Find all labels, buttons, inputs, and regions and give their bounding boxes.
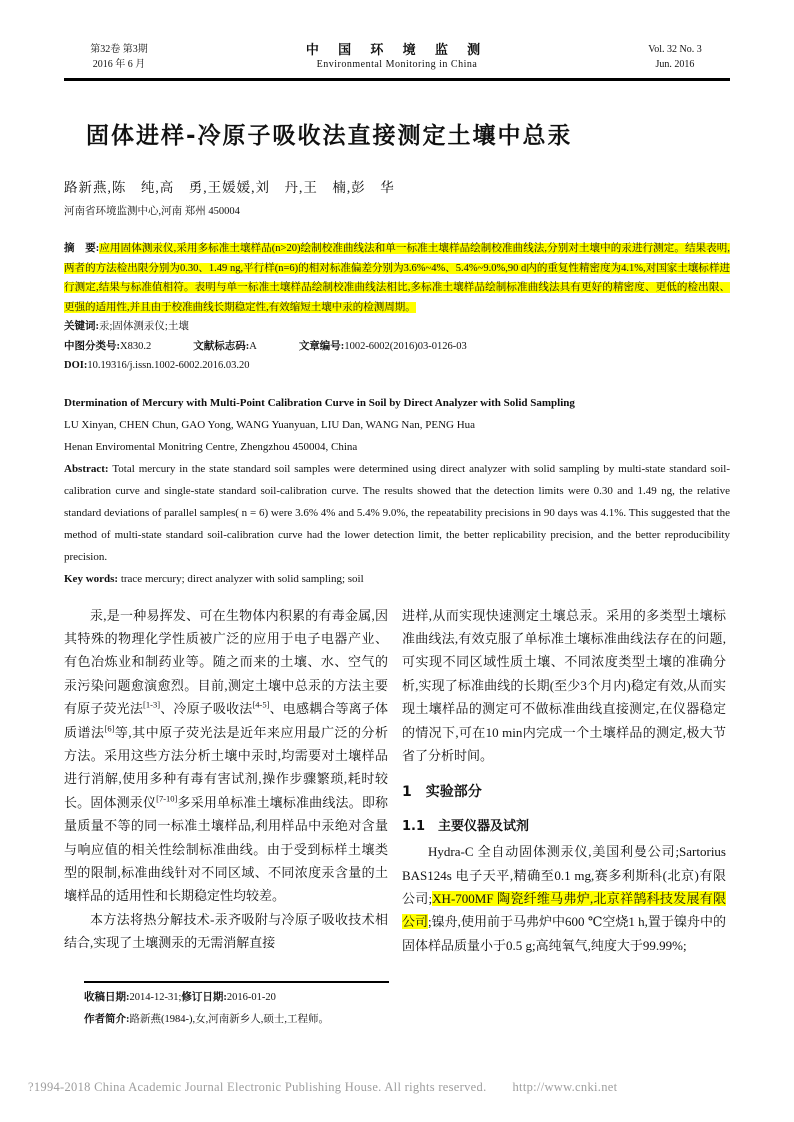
doi-value: 10.19316/j.issn.1002-6002.2016.03.20: [87, 360, 250, 371]
instruments-text: Hydra-C 全自动固体测汞仪,美国利曼公司;Sartorius BAS124s 电子天平,精确至0.1 mg,赛多利斯科(北京)有限公司;: [402, 844, 726, 906]
right-column: [402, 604, 726, 958]
bio-label: 作者简介:: [84, 1014, 130, 1025]
body-columns: [64, 604, 730, 958]
volume-issue-cn: 第32卷 第3期: [90, 44, 148, 55]
english-keywords-label: Key words:: [64, 572, 119, 585]
english-abstract-text: Total mercury in the state standard soil samples were determined using direct analyzer with solid sampling by multi-state standard soil-calibration curve and single-state standard soil-calibration curve. The results showed that the detection limits were 0.30 and 1.49 ng, the relative standard deviations of parallel samples( n = 6) were 3.6% 4% and 5.4% 9.0%, the repeatability precisions in 90 days was 4.1%. This suggested that the method of multi-state standard soil-calibration curve had the lower detection limit, the better replicability precision, and the better reproducibility precision.: [64, 462, 730, 563]
subsection-heading-instruments: 1.1 主要仪器及试剂: [402, 818, 530, 834]
section-heading-experiment: 1 实验部分: [402, 784, 482, 801]
intro-text: 、冷原子吸收法: [160, 701, 253, 717]
citation-ref: [1-3]: [143, 699, 161, 710]
footnote-divider: [84, 981, 389, 983]
journal-name-en: Environmental Monitoring in China: [316, 59, 478, 70]
english-keywords-value: trace mercury; direct analyzer with solid sampling; soil: [120, 572, 364, 585]
received-label: 收稿日期:: [84, 992, 130, 1003]
revised-label: 修订日期:: [181, 992, 227, 1003]
article-id-label: 文章编号:: [298, 340, 345, 352]
keywords-label: 关键词:: [64, 321, 99, 332]
english-abstract: [64, 458, 730, 568]
intro-text: 等,其中原子荧光法是近年来应用最广泛的分析方法。采用这些方法分析土壤中汞时,均需要对土壤样品进行消解,使用多种有毒有害试剂,操作步骤繁琐,耗时较长。固体测汞仪: [64, 724, 388, 810]
journal-header: [64, 42, 730, 72]
date-en: Jun. 2016: [655, 59, 695, 70]
clc-label: 中图分类号:: [64, 340, 120, 352]
journal-name-cn: 中 国 环 境 监 测: [305, 42, 489, 57]
english-abstract-label: Abstract:: [64, 462, 109, 475]
english-keywords-line: [64, 568, 730, 590]
doc-code-value: A: [249, 340, 257, 352]
received-value: 2014-12-31;: [129, 992, 182, 1003]
author-bio-line: [84, 1009, 704, 1031]
english-section: [64, 392, 730, 590]
header-vol-no: [620, 42, 730, 72]
instruments-paragraph: [402, 840, 726, 957]
instruments-text: ;镍舟,使用前于马弗炉中600 ℃空烧1 h,置于镍舟中的固体样品质量小于0.5 g;高纯氧气,纯度大于99.99%;: [402, 914, 726, 953]
bio-value: 路新燕(1984-),女,河南新乡人,硕士,工程师。: [129, 1014, 329, 1025]
volume-issue-en: Vol. 32 No. 3: [648, 44, 702, 55]
cnki-watermark: [28, 1080, 617, 1095]
intro-continued-paragraph: 进样,从而实现快速测定土壤总汞。采用的多类型土壤标准曲线法,有效克服了单标准土壤标准曲线法存在的问题,可实现不同区域性质土壤、不同浓度类型土壤的准确分析,实现了标准曲线的长期(至少3个月内)稳定有效,从而实现土壤样品的测定可不做标准曲线直接测定,在仪器稳定的情况下,可在10 min内完成一个土壤样品的测定,极大节省了分析时间。: [402, 607, 726, 763]
doc-code-label: 文献标志码:: [193, 340, 250, 352]
affiliation: 河南省环境监测中心,河南 郑州 450004: [64, 206, 240, 217]
abstract-label: 摘 要:: [64, 243, 100, 254]
clc-value: X830.2: [120, 340, 152, 352]
keywords-value: 汞;固体测汞仪;土壤: [99, 321, 189, 332]
left-column: [64, 604, 388, 958]
classification-line: [64, 337, 730, 357]
abstract-cn: [64, 239, 730, 317]
citation-ref: [4-5]: [252, 699, 270, 710]
dates-line: [84, 987, 704, 1009]
article-title: 固体进样-冷原子吸收法直接测定土壤中总汞: [86, 123, 573, 149]
header-volume-issue: [64, 42, 174, 72]
citation-ref: [6]: [104, 723, 115, 734]
doi-line: [64, 356, 730, 376]
english-title: Dtermination of Mercury with Multi-Point Calibration Curve in Soil by Direct Analyzer with Solid Sampling: [64, 396, 575, 409]
intro-text: 、电感耦合等离子体质谱法: [64, 701, 388, 740]
english-authors: LU Xinyan, CHEN Chun, GAO Yong, WANG Yuanyuan, LIU Dan, WANG Nan, PENG Hua: [64, 418, 476, 431]
author-list: 路新燕,陈 纯,高 勇,王媛媛,刘 丹,王 楠,彭 华: [64, 180, 395, 195]
instruments-text-highlighted: XH-700MF 陶瓷纤维马弗炉,北京祥鹄科技发展有限公司: [402, 890, 726, 930]
keywords-line: [64, 317, 730, 337]
abstract-text-highlighted: 应用固体测汞仪,采用多标准土壤样品(n>20)绘制校准曲线法和单一标准土壤样品绘制校准曲线法,分别对土壤中的汞进行测定。结果表明,两者的方法检出限分别为0.30、1.49 ng,平行样(n=6)的相对标准偏差分别为3.6%~4%、5.4%~9.0%,90 d内的重复性精密度为4.1%,对国家土壤标样进行测定,结果与标准值相符。表明与单一标准土壤样品绘制校准曲线法相比,多标准土壤样品绘制标准曲线法具有更好的精密度、更低的检出限、更强的适用性,并且由于校准曲线长期稳定性,有效缩短土壤中汞的检测周期。: [64, 243, 730, 313]
header-divider: [64, 78, 730, 81]
date-cn: 2016 年 6 月: [92, 59, 146, 70]
intro-paragraph: [64, 604, 388, 908]
doi-label: DOI:: [64, 360, 88, 371]
intro-text: 多采用单标准土壤标准曲线法。即称量质量不等的同一标准土壤样品,利用样品中汞绝对含量与响应值的相关性绘制标准曲线。由于受到标样土壤类型的限制,标准曲线针对不同区域、不同浓度汞含量的土壤样品的适用性和长期稳定性均较差。: [64, 794, 388, 904]
method-overview-paragraph: 本方法将热分解技术-汞齐吸附与冷原子吸收技术相结合,实现了土壤测汞的无需消解直接: [64, 911, 388, 951]
cnki-url: http://www.cnki.net: [512, 1080, 618, 1094]
citation-ref: [7-10]: [156, 793, 178, 804]
intro-text: 汞,是一种易挥发、可在生物体内积累的有毒金属,因其特殊的物理化学性质被广泛的应用于电子电器产业、有色冶炼业和制药业等。随之而来的土壤、水、空气的汞污染问题愈演愈烈。目前,测定土壤中总汞的方法主要有原子荧光法: [64, 607, 388, 717]
article-id-value: 1002-6002(2016)03-0126-03: [344, 340, 467, 352]
copyright-text: ?1994-2018 China Academic Journal Electronic Publishing House. All rights reserved.: [28, 1080, 487, 1094]
journal-name: [306, 42, 488, 72]
footnote-block: [84, 981, 704, 1031]
english-affiliation: Henan Enviromental Monitring Centre, Zhengzhou 450004, China: [64, 440, 358, 453]
revised-value: 2016-01-20: [226, 992, 276, 1003]
